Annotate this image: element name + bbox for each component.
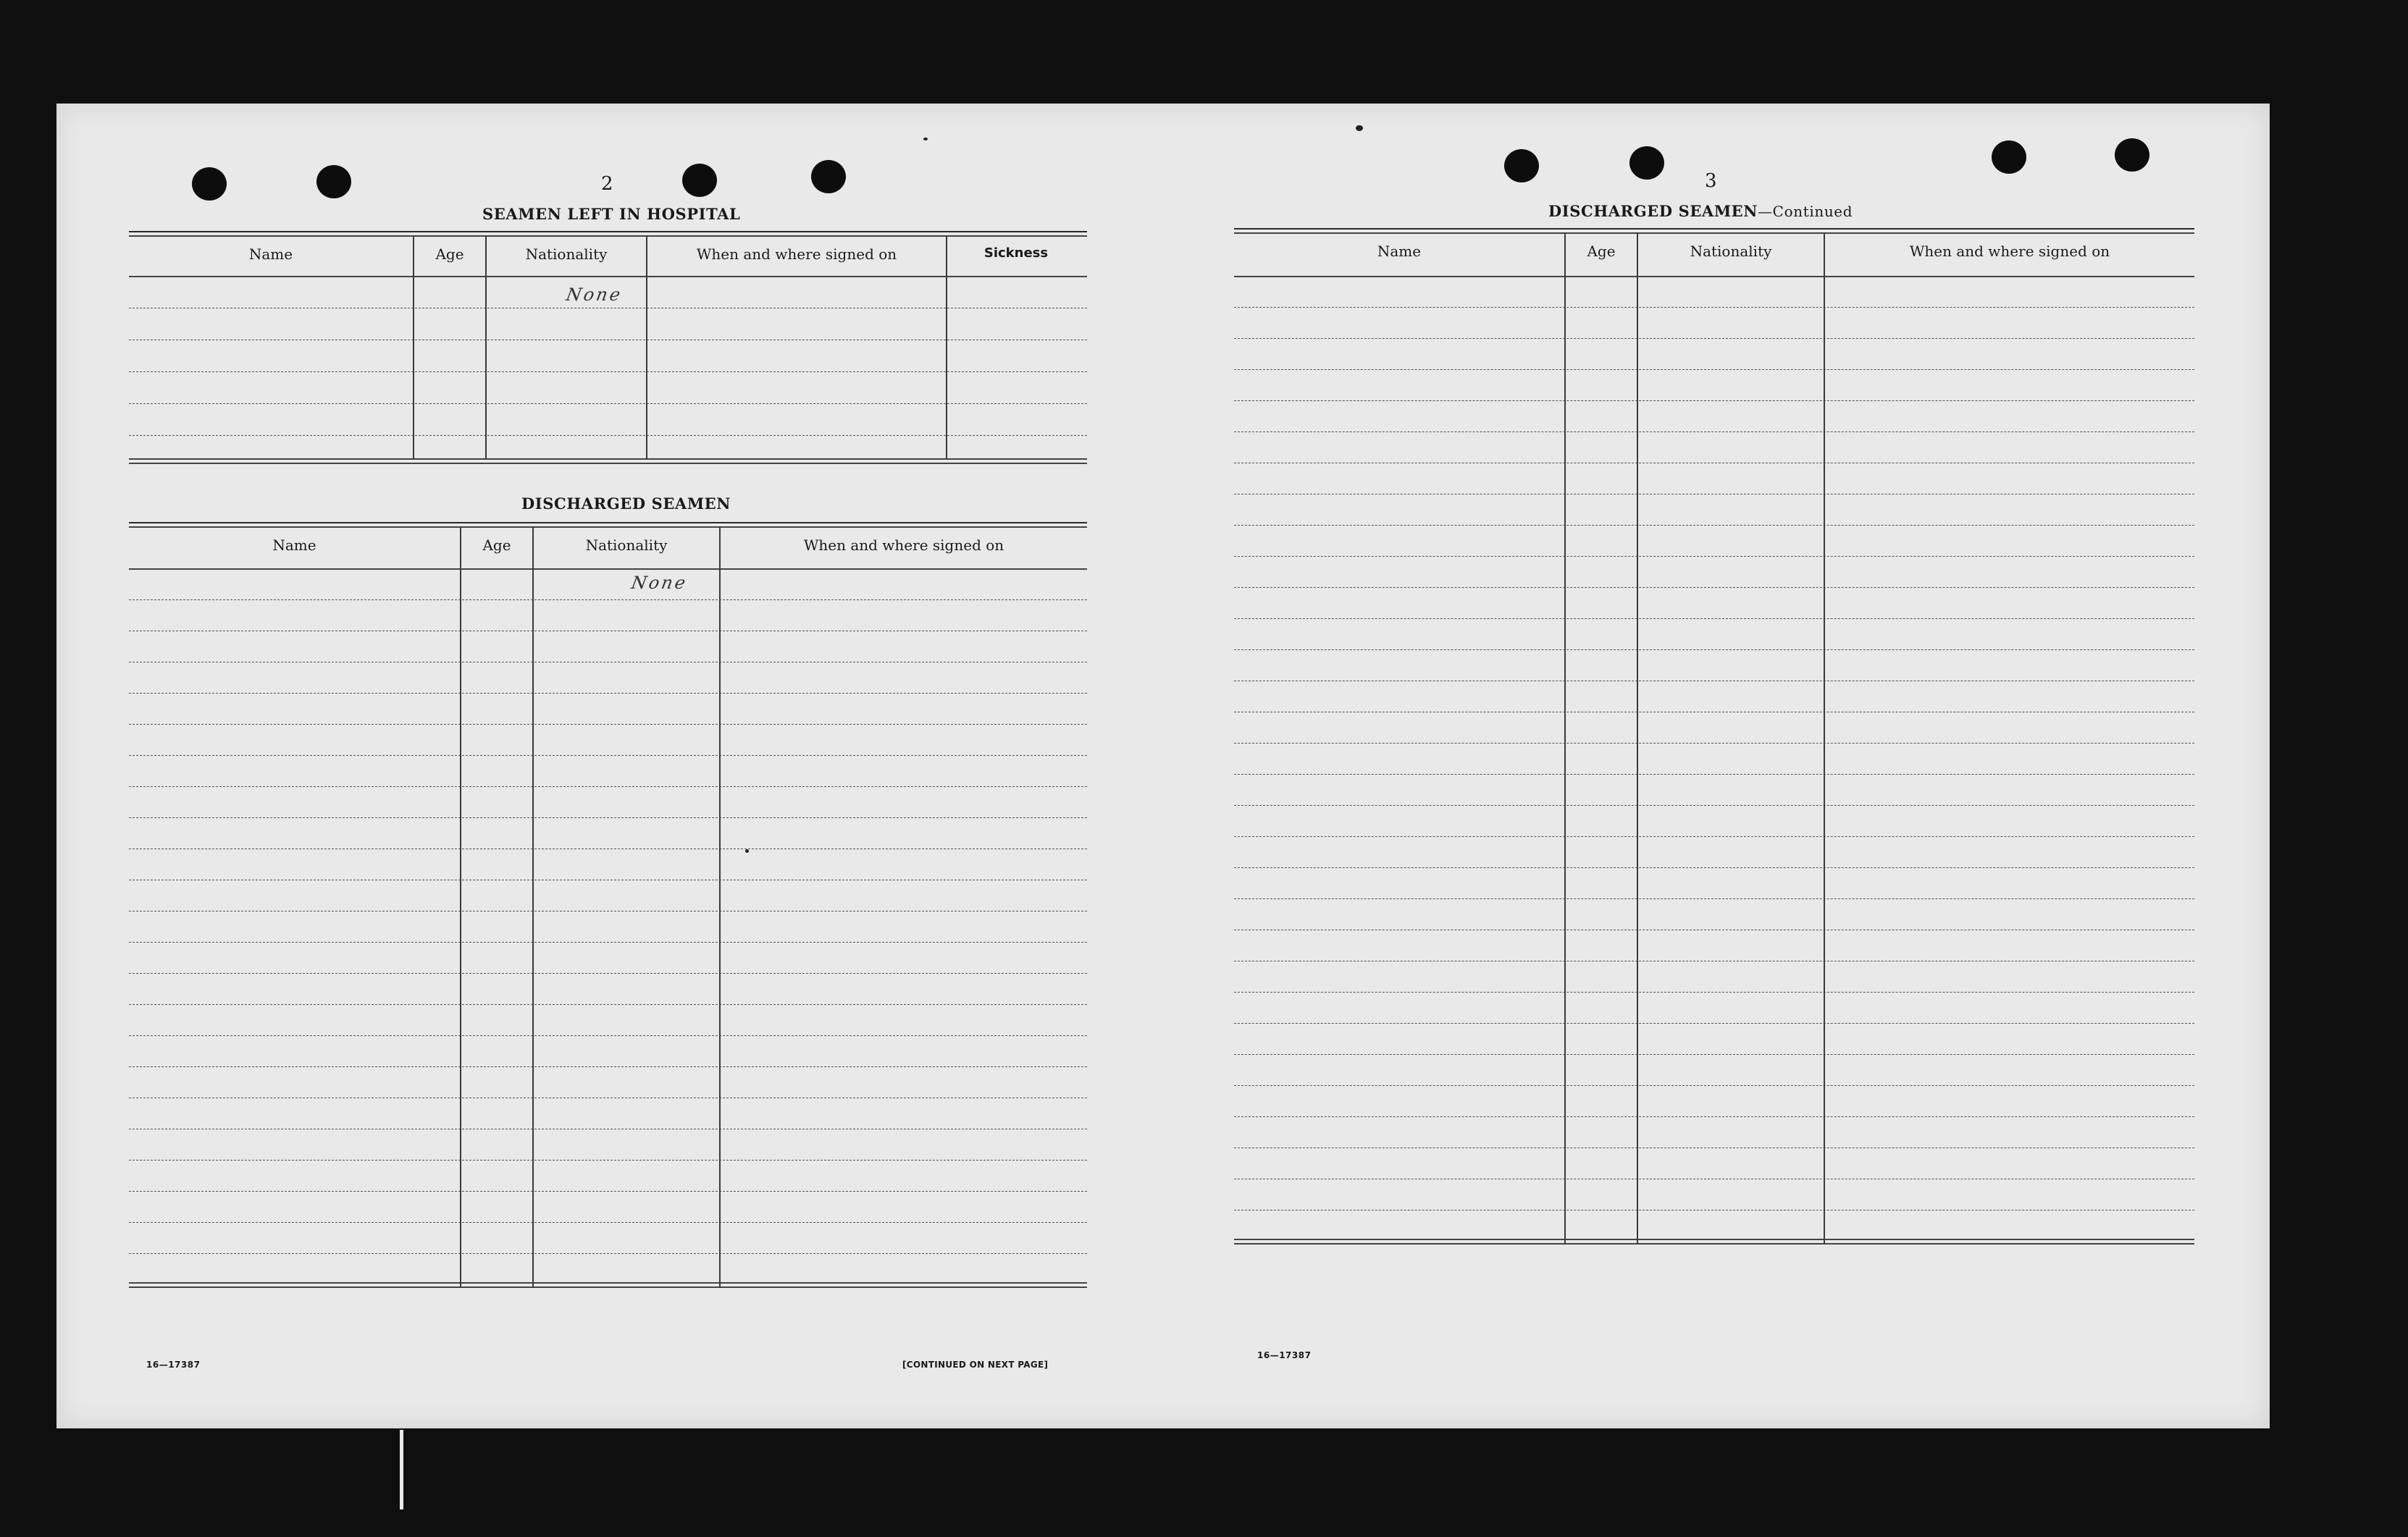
continued-note: [CONTINUED ON NEXT PAGE] bbox=[902, 1360, 1049, 1370]
discharged-continued-title-suffix: —Continued bbox=[1758, 203, 1853, 220]
punch-hole bbox=[1992, 140, 2026, 174]
column-header-name: Name bbox=[272, 536, 316, 554]
form-number-left: 16—17387 bbox=[146, 1360, 201, 1370]
punch-hole bbox=[1504, 149, 1539, 182]
page-number-right: 3 bbox=[1705, 170, 1717, 192]
punch-hole bbox=[682, 164, 717, 197]
discharged-table-left bbox=[129, 522, 1087, 1333]
form-number-right: 16—17387 bbox=[1257, 1350, 1312, 1360]
column-header-nationality: Nationality bbox=[585, 536, 668, 554]
hospital-table bbox=[129, 231, 1087, 470]
handwritten-entry-none: None bbox=[564, 285, 624, 305]
ink-speck bbox=[923, 138, 928, 140]
punch-hole bbox=[811, 160, 846, 193]
column-header-signed-on: When and where signed on bbox=[696, 245, 897, 263]
punch-hole bbox=[192, 167, 227, 201]
page-number-left: 2 bbox=[601, 173, 613, 195]
column-header-name: Name bbox=[248, 245, 293, 263]
column-header-sickness: Sickness bbox=[983, 245, 1049, 261]
document-sheet bbox=[56, 104, 2270, 1428]
ink-speck bbox=[1356, 125, 1363, 131]
column-header-age: Age bbox=[482, 536, 511, 554]
column-header-name: Name bbox=[1377, 243, 1422, 260]
punch-hole bbox=[1629, 146, 1664, 180]
column-header-age: Age bbox=[1587, 243, 1616, 260]
punch-hole bbox=[2115, 138, 2149, 172]
column-header-signed-on: When and where signed on bbox=[1909, 243, 2110, 260]
column-header-signed-on: When and where signed on bbox=[803, 536, 1004, 554]
column-header-nationality: Nationality bbox=[1690, 243, 1772, 260]
discharged-continued-title bbox=[1548, 202, 1853, 220]
hospital-section-title: SEAMEN LEFT IN HOSPITAL bbox=[482, 205, 741, 223]
handwritten-entry-none: None bbox=[629, 573, 689, 593]
discharged-section-title: DISCHARGED SEAMEN bbox=[521, 494, 731, 513]
column-header-nationality: Nationality bbox=[525, 245, 608, 263]
scan-artifact bbox=[400, 1430, 403, 1509]
punch-hole bbox=[316, 165, 351, 198]
discharged-table-right bbox=[1234, 228, 2194, 1328]
column-header-age: Age bbox=[435, 245, 464, 263]
discharged-continued-title-main: DISCHARGED SEAMEN bbox=[1548, 202, 1758, 220]
